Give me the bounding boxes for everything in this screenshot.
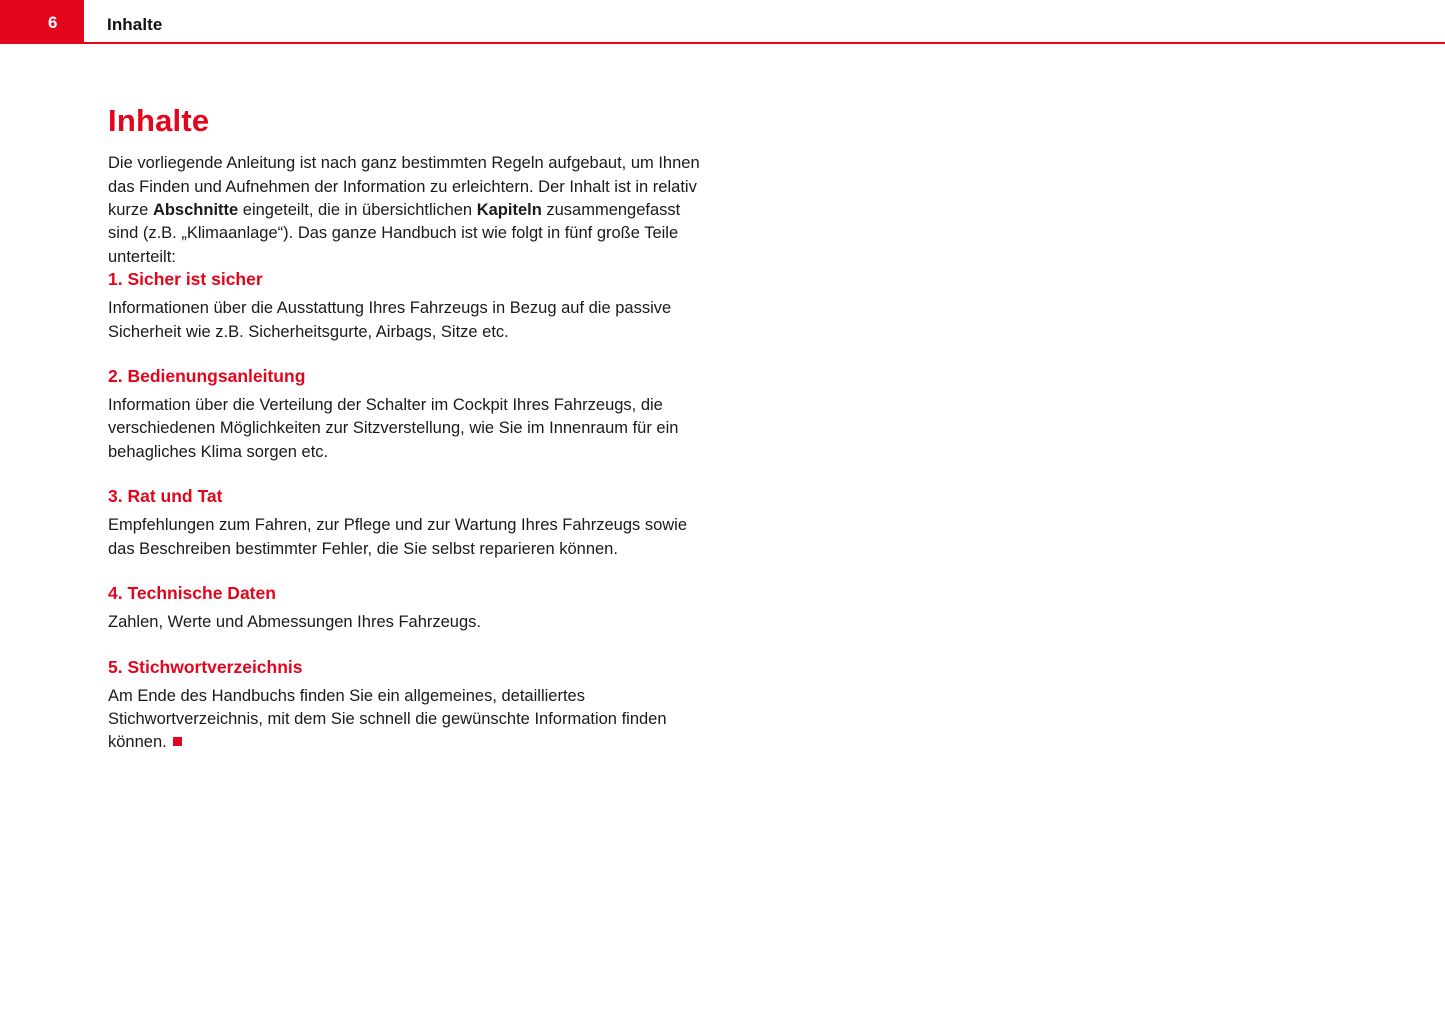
intro-bold-kapiteln: Kapiteln bbox=[476, 200, 542, 219]
section-body: Am Ende des Handbuchs finden Sie ein allgemeines, detailliertes Stichwortverzeichnis, mit dem Sie schnell die gewünschte Information finden können. bbox=[108, 686, 667, 752]
section-body: Information über die Verteilung der Schalter im Cockpit Ihres Fahrzeugs, die verschiedenen Möglichkeiten zur Sitzverstellung, wie Sie im Innenraum für ein behagliches Klima sorgen etc. bbox=[108, 396, 679, 461]
intro-text-part-1: Die vorliegende Anleitung ist nach ganz bestimmten Regeln aufgebaut, um Ihnen das Finden und Aufnehmen der Information zu erleichtern. Der Inhalt ist in relativ kurze bbox=[108, 154, 700, 219]
end-of-section-square-icon bbox=[173, 737, 182, 746]
page-header bbox=[0, 0, 1445, 42]
header-divider bbox=[0, 42, 1445, 44]
page-content bbox=[108, 104, 708, 755]
section-body: Zahlen, Werte und Abmessungen Ihres Fahrzeugs. bbox=[108, 613, 481, 632]
section-body: Informationen über die Ausstattung Ihres Fahrzeugs in Bezug auf die passive Sicherheit wie z.B. Sicherheitsgurte, Airbags, Sitze etc. bbox=[108, 299, 672, 341]
section-4 bbox=[108, 583, 708, 634]
section-heading: 1. Sicher ist sicher bbox=[108, 269, 263, 290]
page-title: Inhalte bbox=[108, 103, 210, 138]
intro-text-part-2: eingeteilt, die in übersichtlichen bbox=[238, 200, 477, 219]
section-heading: 5. Stichwortverzeichnis bbox=[108, 656, 303, 677]
section-heading: 3. Rat und Tat bbox=[108, 486, 223, 507]
page-number: 6 bbox=[48, 13, 58, 32]
section-3 bbox=[108, 486, 708, 561]
section-heading: 2. Bedienungsanleitung bbox=[108, 366, 306, 387]
section-body: Empfehlungen zum Fahren, zur Pflege und zur Wartung Ihres Fahrzeugs sowie das Beschreiben bestimmter Fehler, die Sie selbst reparieren können. bbox=[108, 516, 688, 558]
section-body-with-end-marker bbox=[108, 685, 708, 755]
section-1 bbox=[108, 269, 708, 344]
page-number-block bbox=[0, 0, 84, 42]
section-5 bbox=[108, 657, 708, 755]
intro-bold-abschnitte: Abschnitte bbox=[152, 200, 239, 219]
intro-paragraph bbox=[108, 152, 708, 269]
section-heading: 4. Technische Daten bbox=[108, 583, 276, 604]
section-2 bbox=[108, 366, 708, 464]
header-title: Inhalte bbox=[107, 15, 163, 34]
intro-text-part-3: zusammengefasst sind (z.B. „Klimaanlage“). Das ganze Handbuch ist wie folgt in fünf große Teile unterteilt: bbox=[108, 200, 681, 266]
